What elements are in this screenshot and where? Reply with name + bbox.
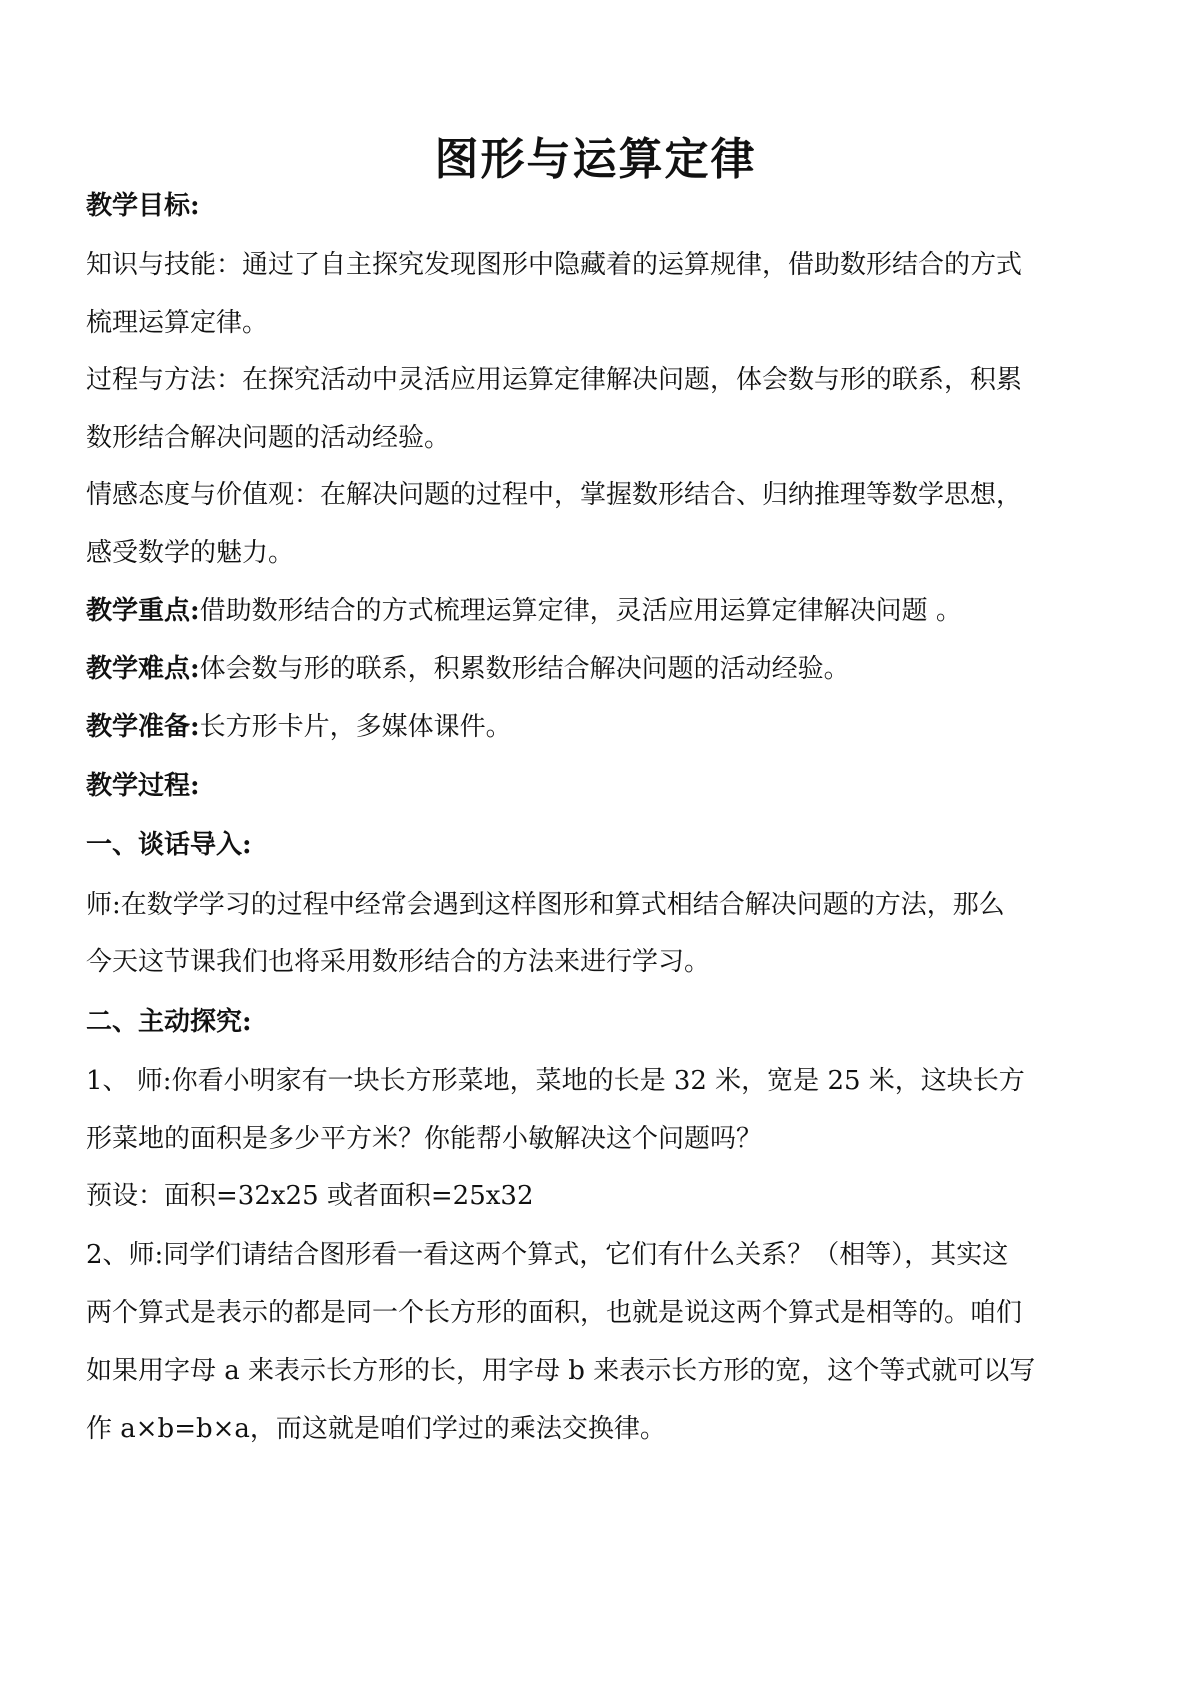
difficulty-label: 教学难点:: [86, 654, 200, 684]
section2-item2-line-1: 2、师:同学们请结合图形看一看这两个算式，它们有什么关系？（相等），其实这: [86, 1240, 1009, 1270]
preparation: [86, 709, 1116, 745]
preparation-text: 长方形卡片，多媒体课件。: [199, 712, 512, 742]
key-point-label: 教学重点:: [86, 596, 200, 626]
section1-line-2: 今天这节课我们也将采用数形结合的方法来进行学习。: [86, 947, 711, 977]
section2-item1-line-1: 1、 师:你看小明家有一块长方形菜地，菜地的长是 32 米，宽是 25 米，这块长方: [86, 1066, 1025, 1096]
key-point: [86, 593, 1116, 629]
section2-item2-line-2: 两个算式是表示的都是同一个长方形的面积，也就是说这两个算式是相等的。咱们: [86, 1298, 1023, 1328]
page-title: 图形与运算定律: [434, 134, 757, 185]
section2-item2-line-4: 作 a×b=b×a，而这就是咱们学过的乘法交换律。: [86, 1414, 666, 1444]
process-line-2: 数形结合解决问题的活动经验。: [86, 423, 451, 453]
difficulty-text: 体会数与形的联系，积累数形结合解决问题的活动经验。: [199, 654, 850, 684]
emotion-line-1: 情感态度与价值观：在解决问题的过程中，掌握数形结合、归纳推理等数学思想，: [86, 480, 1023, 510]
section2-item1-line-2: 形菜地的面积是多少平方米？你能帮小敏解决这个问题吗？: [86, 1124, 763, 1154]
section1-heading: 一、谈话导入:: [86, 830, 252, 860]
section1-line-1: 师:在数学学习的过程中经常会遇到这样图形和算式相结合解决问题的方法，那么: [86, 890, 1005, 920]
process-line-1: 过程与方法：在探究活动中灵活应用运算定律解决问题，体会数与形的联系，积累: [86, 365, 1023, 395]
difficulty: [86, 651, 1116, 687]
key-point-text: 借助数形结合的方式梳理运算定律，灵活应用运算定律解决问题 。: [199, 596, 962, 626]
objectives-heading: 教学目标:: [86, 191, 200, 221]
emotion-line-2: 感受数学的魅力。: [86, 538, 295, 568]
knowledge-line-1: 知识与技能：通过了自主探究发现图形中隐藏着的运算规律，借助数形结合的方式: [86, 250, 1023, 280]
preparation-label: 教学准备:: [86, 712, 200, 742]
process-heading: 教学过程:: [86, 771, 200, 801]
knowledge-line-2: 梳理运算定律。: [86, 308, 269, 338]
section2-heading: 二、主动探究:: [86, 1007, 252, 1037]
section2-item2-line-3: 如果用字母 a 来表示长方形的长，用字母 b 来表示长方形的宽，这个等式就可以写: [86, 1356, 1036, 1386]
section2-preset: 预设：面积=32x25 或者面积=25x32: [86, 1181, 534, 1211]
